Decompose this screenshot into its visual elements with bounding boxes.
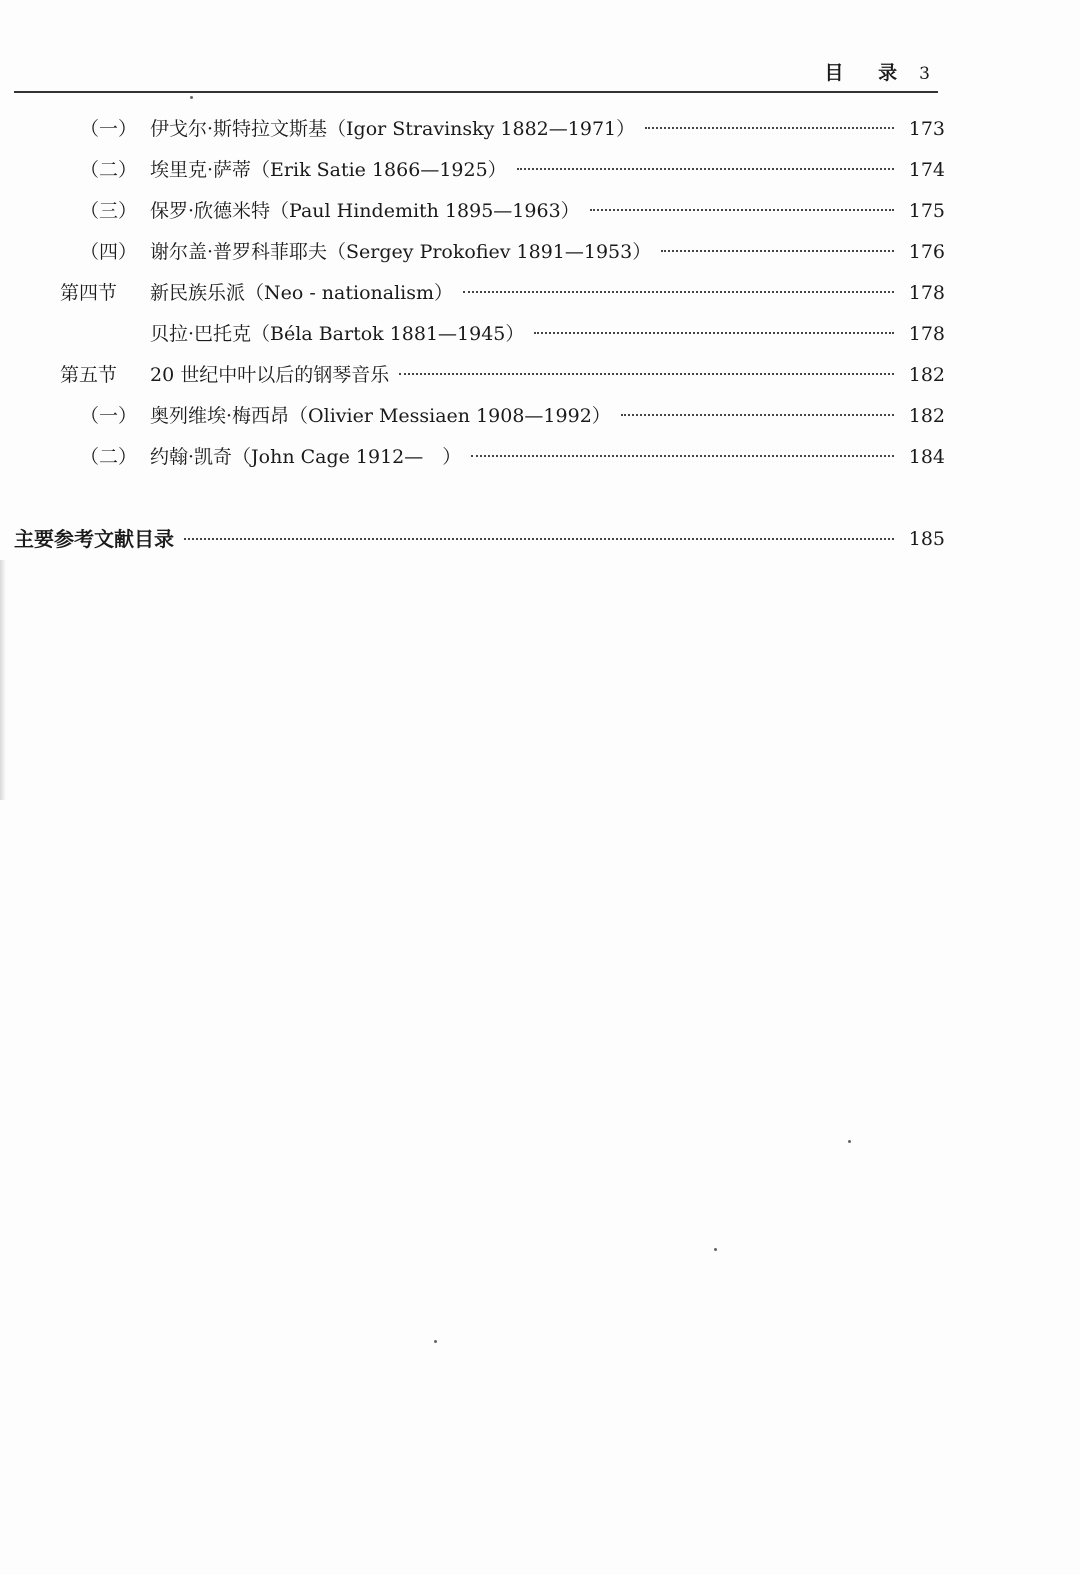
toc-entry[interactable] (0, 234, 1080, 270)
toc-entry-label: （二） (80, 446, 138, 468)
scan-speck (434, 1340, 437, 1343)
toc-entry-page: 182 (908, 364, 945, 386)
dot-leader (661, 250, 894, 252)
toc-entry-title-wrap (150, 152, 900, 188)
toc-section-label: 第四节 (60, 282, 118, 304)
scan-speck (190, 96, 193, 99)
toc-entry-label: （一） (80, 405, 138, 427)
toc-entry-label: （一） (80, 118, 138, 140)
toc-section-entry[interactable] (0, 357, 1080, 393)
toc-entry-title-wrap (150, 111, 900, 147)
toc-entry[interactable] (0, 152, 1080, 188)
toc-entry[interactable] (0, 193, 1080, 229)
references-title: 主要参考文献目录 (14, 527, 174, 551)
dot-leader (399, 373, 894, 375)
dot-leader (645, 127, 894, 129)
toc-entry-page: 178 (908, 282, 945, 304)
toc-entry-title: 奥列维埃·梅西昂（Olivier Messiaen 1908—1992） (150, 405, 611, 427)
scan-speck (714, 1248, 717, 1251)
toc-entry-title: 20 世纪中叶以后的钢琴音乐 (150, 364, 390, 386)
running-head-page-number: 3 (919, 64, 930, 84)
toc-entry-title: 埃里克·萨蒂（Erik Satie 1866—1925） (150, 159, 507, 181)
toc-entry-title-wrap (150, 398, 900, 434)
dot-leader (184, 538, 894, 540)
running-head (825, 58, 931, 85)
toc-entry-title: 谢尔盖·普罗科菲耶夫（Sergey Prokofiev 1891—1953） (150, 241, 652, 263)
toc-entry-page: 178 (908, 323, 945, 345)
toc-entry-page: 175 (908, 200, 945, 222)
dot-leader (590, 209, 894, 211)
toc-entry-label: （二） (80, 159, 138, 181)
toc-entry[interactable] (0, 111, 1080, 147)
toc-entry-title-wrap (14, 521, 900, 557)
toc-entry-title-wrap (150, 316, 900, 352)
toc-entry-title-wrap (150, 357, 900, 393)
toc-entry[interactable] (0, 316, 1080, 352)
toc-entry-title-wrap (150, 439, 900, 475)
dot-leader (471, 455, 894, 457)
toc-entry-page: 176 (908, 241, 945, 263)
dot-leader (517, 168, 894, 170)
header-rule (14, 91, 938, 93)
toc-section-label: 第五节 (60, 364, 118, 386)
toc-entry-page: 173 (908, 118, 945, 140)
toc-entry-page: 184 (908, 446, 945, 468)
toc-entry-title: 约翰·凯奇（John Cage 1912— ） (150, 446, 462, 468)
toc-section-entry[interactable] (0, 275, 1080, 311)
toc-entry-page: 182 (908, 405, 945, 427)
scan-speck (848, 1140, 851, 1143)
toc-entry-label: （三） (80, 200, 138, 222)
toc-entry-page: 174 (908, 159, 945, 181)
toc-entry-title-wrap (150, 193, 900, 229)
dot-leader (463, 291, 894, 293)
references-page: 185 (908, 528, 945, 550)
toc-entry-title: 伊戈尔·斯特拉文斯基（Igor Stravinsky 1882—1971） (150, 118, 636, 140)
toc-entry[interactable] (0, 439, 1080, 475)
toc-entry-title: 新民族乐派（Neo - nationalism） (150, 282, 454, 304)
toc-references-entry[interactable] (0, 521, 1080, 557)
running-head-title: 目 录 (824, 62, 912, 84)
toc-entry-label: （四） (80, 241, 138, 263)
toc-entry-title-wrap (150, 275, 900, 311)
dot-leader (534, 332, 894, 334)
page-edge-shadow (0, 560, 6, 800)
toc-entry-title: 贝拉·巴托克（Béla Bartok 1881—1945） (150, 323, 525, 345)
toc-entry-title: 保罗·欣德米特（Paul Hindemith 1895—1963） (150, 200, 580, 222)
dot-leader (621, 414, 894, 416)
toc-entry[interactable] (0, 398, 1080, 434)
toc-entry-title-wrap (150, 234, 900, 270)
